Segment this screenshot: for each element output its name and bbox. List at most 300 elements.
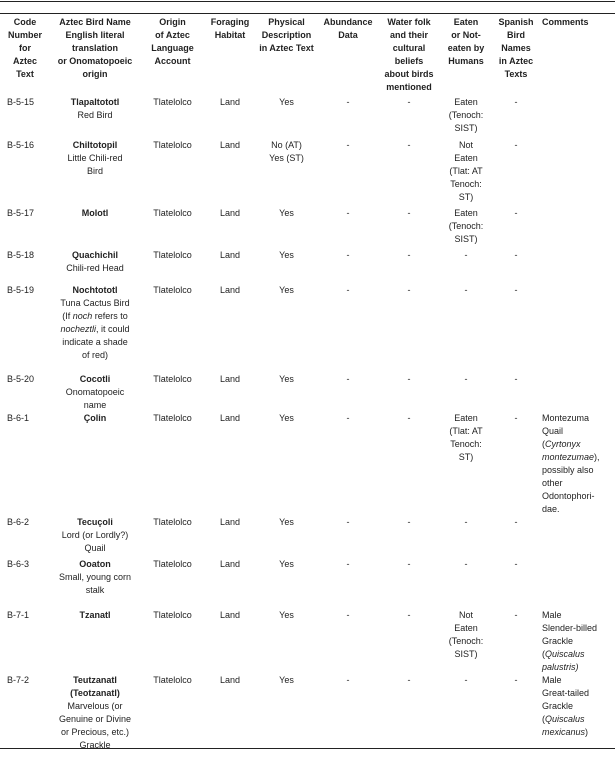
header-aztec-name [50, 16, 140, 96]
header-code [0, 16, 50, 96]
habitat-cell [205, 516, 255, 558]
cell-line: - [346, 374, 350, 384]
english-translation: indicate a shade [62, 337, 128, 347]
cell-line: - [464, 675, 468, 685]
physical-cell [255, 373, 318, 412]
cell-line: - [514, 97, 518, 107]
cell-line: - [407, 559, 411, 569]
header-line: cultural [392, 43, 426, 53]
header-line: Aztec [12, 56, 37, 66]
spanish-cell [492, 674, 540, 766]
physical-cell [255, 207, 318, 249]
cell-line: - [514, 285, 518, 295]
eaten-cell [440, 373, 492, 412]
physical-cell [255, 284, 318, 373]
english-translation: Quail [84, 543, 106, 553]
cell-line: Tlatelolco [153, 610, 192, 620]
cell-line: B-7-1 [7, 610, 30, 620]
eaten-cell [440, 516, 492, 558]
comments-cell [540, 609, 615, 674]
code-cell [0, 207, 50, 249]
aztec-bird-name: Ooaton [79, 559, 111, 569]
header-line: Water folk [387, 17, 431, 27]
eaten-cell [440, 558, 492, 609]
cell-line: Eaten [454, 97, 478, 107]
cell-line: B-5-18 [7, 250, 35, 260]
cell-line: - [346, 285, 350, 295]
cell-line: Great-tailed [542, 688, 590, 698]
physical-cell [255, 139, 318, 207]
physical-cell [255, 249, 318, 284]
header-line: translation [71, 43, 118, 53]
cell-line: - [514, 675, 518, 685]
italic-text: mexicanus [542, 727, 586, 737]
cell-line: - [407, 97, 411, 107]
physical-cell [255, 412, 318, 516]
cell-line: Yes [279, 610, 294, 620]
code-cell [0, 412, 50, 516]
origin-cell [140, 284, 205, 373]
water-folk-cell [378, 516, 440, 558]
origin-cell [140, 516, 205, 558]
aztec-bird-name: Quachichil [71, 250, 118, 260]
cell-line: - [514, 374, 518, 384]
cell-line: (Tenoch: [448, 636, 484, 646]
aztec-bird-name: Çolin [83, 413, 107, 423]
comments-cell [540, 516, 615, 558]
habitat-cell [205, 139, 255, 207]
header-line: in Aztec [498, 56, 534, 66]
cell-line: B-6-2 [7, 517, 30, 527]
eaten-cell [440, 674, 492, 766]
cell-line: Land [219, 374, 241, 384]
header-line: beliefs [394, 56, 424, 66]
cell-line: - [346, 250, 350, 260]
table-row [0, 96, 615, 139]
header-spanish-names [492, 16, 540, 96]
origin-cell [140, 674, 205, 766]
comments-cell [540, 207, 615, 249]
comments-cell [540, 558, 615, 609]
cell-line: Tlatelolco [153, 675, 192, 685]
cell-line: Quail [542, 426, 564, 436]
table-row [0, 373, 615, 412]
header-line: or Onomatopoeic [57, 56, 133, 66]
spanish-cell [492, 207, 540, 249]
header-eaten [440, 16, 492, 96]
cell-line: Yes [279, 675, 294, 685]
header-line: Aztec Bird Name [59, 17, 131, 27]
cell-line: mexicanus) [542, 727, 589, 737]
cell-line: - [464, 374, 468, 384]
cell-line: - [346, 610, 350, 620]
water-folk-cell [378, 249, 440, 284]
top-rule [0, 1, 615, 2]
origin-cell [140, 412, 205, 516]
cell-line: - [514, 517, 518, 527]
cell-line: Male [542, 610, 562, 620]
cell-line: SIST) [454, 123, 478, 133]
cell-line: - [346, 208, 350, 218]
cell-line: - [346, 140, 350, 150]
english-translation: Grackle [79, 740, 111, 750]
table-row [0, 558, 615, 609]
cell-line: Tlatelolco [153, 97, 192, 107]
water-folk-cell [378, 674, 440, 766]
abundance-cell [318, 284, 378, 373]
cell-line: - [407, 208, 411, 218]
cell-line: Land [219, 97, 241, 107]
eaten-cell [440, 412, 492, 516]
origin-cell [140, 96, 205, 139]
header-water-folk [378, 16, 440, 96]
header-line: Abundance [323, 17, 373, 27]
cell-line: Land [219, 285, 241, 295]
cell-line: Land [219, 140, 241, 150]
origin-cell [140, 373, 205, 412]
name-cell [50, 207, 140, 249]
cell-line: - [407, 374, 411, 384]
cell-line: Tlatelolco [153, 374, 192, 384]
comments-cell [540, 139, 615, 207]
cell-line: Yes [279, 413, 294, 423]
cell-line: ST) [458, 452, 474, 462]
header-line: Code [13, 17, 37, 27]
habitat-cell [205, 207, 255, 249]
comments-cell [540, 412, 615, 516]
cell-line: - [407, 140, 411, 150]
english-translation: Small, young corn [58, 572, 132, 582]
header-comments [540, 16, 615, 96]
aztec-bird-name: Chiltotopil [72, 140, 118, 150]
italic-text: Cyrtonyx [545, 439, 581, 449]
spanish-cell [492, 96, 540, 139]
cell-line: Tlatelolco [153, 413, 192, 423]
water-folk-cell [378, 609, 440, 674]
name-cell [50, 284, 140, 373]
table-row [0, 412, 615, 516]
name-cell [50, 249, 140, 284]
cell-line: No (AT) [271, 140, 302, 150]
cell-line: - [346, 413, 350, 423]
name-cell [50, 412, 140, 516]
bird-table [0, 16, 615, 766]
english-translation: nocheztli, it could [60, 324, 130, 334]
name-cell [50, 139, 140, 207]
table-row [0, 674, 615, 766]
cell-line: - [407, 285, 411, 295]
cell-line: B-6-3 [7, 559, 30, 569]
name-cell [50, 674, 140, 766]
cell-line: Yes [279, 374, 294, 384]
comments-cell [540, 96, 615, 139]
water-folk-cell [378, 412, 440, 516]
cell-line: Yes [279, 97, 294, 107]
spanish-cell [492, 249, 540, 284]
header-line: eaten by [447, 43, 485, 53]
cell-line: B-5-19 [7, 285, 35, 295]
cell-line: ST) [458, 192, 474, 202]
cell-line: B-5-20 [7, 374, 35, 384]
name-cell [50, 96, 140, 139]
table-row [0, 249, 615, 284]
habitat-cell [205, 96, 255, 139]
cell-line: Odontophori- [542, 491, 595, 501]
english-translation: Lord (or Lordly?) [61, 530, 129, 540]
header-line: Data [338, 30, 358, 40]
header-line: Eaten [453, 17, 479, 27]
cell-line: (Tlat: AT [449, 426, 483, 436]
table-row [0, 284, 615, 373]
header-row [0, 16, 615, 96]
water-folk-cell [378, 284, 440, 373]
cell-line [542, 661, 613, 674]
cell-line: Yes [279, 285, 294, 295]
aztec-bird-name: Molotl [81, 208, 109, 218]
code-cell [0, 516, 50, 558]
table-row [0, 139, 615, 207]
cell-line: Tlatelolco [153, 208, 192, 218]
comments-cell [540, 249, 615, 284]
cell-line: - [464, 285, 468, 295]
eaten-cell [440, 207, 492, 249]
eaten-cell [440, 139, 492, 207]
physical-cell [255, 674, 318, 766]
header-line: Number [7, 30, 42, 40]
cell-line: - [346, 517, 350, 527]
english-translation: Bird [86, 166, 103, 176]
cell-line: Land [219, 559, 241, 569]
header-line: Text [16, 69, 34, 79]
origin-cell [140, 609, 205, 674]
header-line: Account [154, 56, 191, 66]
code-cell [0, 284, 50, 373]
italic-text: nocheztli [60, 324, 96, 334]
cell-line: (Tlat: AT [449, 166, 483, 176]
eaten-cell [440, 249, 492, 284]
header-line: Habitat [214, 30, 246, 40]
water-folk-cell [378, 373, 440, 412]
habitat-cell [205, 674, 255, 766]
header-foraging-habitat [205, 16, 255, 96]
cell-line: Land [219, 610, 241, 620]
cell-line: other [542, 478, 563, 488]
cell-line: (Quiscalus [542, 714, 585, 724]
aztec-bird-name: Teutzanatl [73, 675, 117, 685]
habitat-cell [205, 249, 255, 284]
english-translation: stalk [85, 585, 105, 595]
cell-line: Land [219, 517, 241, 527]
aztec-bird-name: Tecuçoli [77, 517, 113, 527]
eaten-cell [440, 609, 492, 674]
cell-line: Tlatelolco [153, 285, 192, 295]
code-cell [0, 96, 50, 139]
code-cell [0, 373, 50, 412]
cell-line: (Tenoch: [448, 110, 484, 120]
spanish-cell [492, 516, 540, 558]
table-row [0, 516, 615, 558]
code-cell [0, 558, 50, 609]
cell-line: Not [458, 610, 473, 620]
cell-line: Yes [279, 208, 294, 218]
cell-line: Tlatelolco [153, 517, 192, 527]
header-line: Bird [507, 30, 525, 40]
cell-line: - [407, 610, 411, 620]
abundance-cell [318, 558, 378, 609]
name-cell [50, 558, 140, 609]
header-line: Physical [268, 17, 305, 27]
cell-line: Montezuma [542, 413, 590, 423]
origin-cell [140, 249, 205, 284]
habitat-cell [205, 558, 255, 609]
header-line: of Aztec [155, 30, 190, 40]
abundance-cell [318, 207, 378, 249]
physical-cell [255, 609, 318, 674]
water-folk-cell [378, 96, 440, 139]
header-rule [0, 13, 615, 14]
header-line: in Aztec Text [259, 43, 314, 53]
name-cell [50, 516, 140, 558]
header-line: for [19, 43, 31, 53]
habitat-cell [205, 412, 255, 516]
cell-line: montezumae), [542, 452, 600, 462]
code-cell [0, 139, 50, 207]
aztec-bird-name: Nochtototl [72, 285, 118, 295]
cell-line: Yes [279, 250, 294, 260]
aztec-bird-name: (Teotzanatl) [70, 688, 120, 698]
english-translation: of red) [81, 350, 108, 360]
table-row [0, 609, 615, 674]
spanish-cell [492, 284, 540, 373]
abundance-cell [318, 516, 378, 558]
cell-line: - [407, 413, 411, 423]
cell-line: - [464, 517, 468, 527]
header-origin [140, 16, 205, 96]
italic-text: Quiscalus [545, 649, 585, 659]
abundance-cell [318, 373, 378, 412]
english-translation: (If noch refers to [62, 311, 128, 321]
abundance-cell [318, 609, 378, 674]
comments-cell [540, 674, 615, 766]
cell-line: B-5-17 [7, 208, 35, 218]
italic-text: palustris) [542, 662, 579, 672]
origin-cell [140, 207, 205, 249]
header-line: and their [389, 30, 428, 40]
cell-line: Land [219, 250, 241, 260]
water-folk-cell [378, 558, 440, 609]
aztec-bird-name: Tzanatl [79, 610, 111, 620]
code-cell [0, 249, 50, 284]
english-translation: Genuine or Divine [58, 714, 132, 724]
cell-line: - [514, 250, 518, 260]
english-translation: Red Bird [77, 110, 113, 120]
abundance-cell [318, 412, 378, 516]
cell-line: - [514, 559, 518, 569]
header-line: Foraging [210, 17, 250, 27]
italic-text: noch [72, 311, 93, 321]
cell-line: Eaten [454, 413, 478, 423]
cell-line: Tenoch: [450, 179, 482, 189]
code-cell [0, 674, 50, 766]
spanish-cell [492, 609, 540, 674]
header-line: Origin [159, 17, 186, 27]
header-line: English literal [65, 30, 125, 40]
cell-line: Tlatelolco [153, 559, 192, 569]
eaten-cell [440, 284, 492, 373]
origin-cell [140, 139, 205, 207]
comments-cell [540, 373, 615, 412]
cell-line: Eaten [454, 623, 478, 633]
english-translation: Chili-red Head [66, 263, 124, 273]
header-line: Humans [448, 56, 484, 66]
header-line: origin [82, 69, 108, 79]
water-folk-cell [378, 139, 440, 207]
aztec-bird-name: Tlapaltototl [70, 97, 120, 107]
cell-line: Tenoch: [450, 439, 482, 449]
cell-line: - [346, 675, 350, 685]
spanish-cell [492, 373, 540, 412]
cell-line: - [346, 559, 350, 569]
name-cell [50, 373, 140, 412]
abundance-cell [318, 139, 378, 207]
cell-line: Grackle [542, 636, 574, 646]
abundance-cell [318, 249, 378, 284]
header-line: Comments [542, 17, 589, 27]
physical-cell [255, 558, 318, 609]
physical-cell [255, 96, 318, 139]
header-line: Description [261, 30, 312, 40]
cell-line: SIST) [454, 234, 478, 244]
cell-line: - [514, 208, 518, 218]
cell-line: Tlatelolco [153, 140, 192, 150]
header-line: about birds [384, 69, 434, 79]
header-abundance [318, 16, 378, 96]
cell-line: Male [542, 675, 562, 685]
header-line: or Not- [451, 30, 481, 40]
cell-line: Land [219, 413, 241, 423]
cell-line: - [464, 559, 468, 569]
cell-line: (Quiscalus [542, 649, 585, 659]
cell-line: Yes [279, 559, 294, 569]
cell-line: - [464, 250, 468, 260]
cell-line: Eaten [454, 208, 478, 218]
english-translation: Marvelous (or [67, 701, 123, 711]
abundance-cell [318, 674, 378, 766]
name-cell [50, 609, 140, 674]
header-line: Texts [504, 69, 528, 79]
english-translation: or Precious, etc.) [60, 727, 130, 737]
code-cell [0, 609, 50, 674]
cell-line: - [346, 97, 350, 107]
cell-line: - [407, 517, 411, 527]
cell-line: - [514, 413, 518, 423]
header-line: Names [501, 43, 531, 53]
cell-line: possibly also [542, 465, 594, 475]
cell-line: Eaten [454, 153, 478, 163]
cell-line: SIST) [454, 649, 478, 659]
cell-line: Not [458, 140, 473, 150]
english-translation: Tuna Cactus Bird [60, 298, 130, 308]
eaten-cell [440, 96, 492, 139]
table-row [0, 207, 615, 249]
abundance-cell [318, 96, 378, 139]
physical-cell [255, 516, 318, 558]
cell-line: Tlatelolco [153, 250, 192, 260]
cell-line: Land [219, 208, 241, 218]
english-translation: name [83, 400, 107, 410]
cell-line: B-5-16 [7, 140, 35, 150]
english-translation: Onomatopoeic [65, 387, 125, 397]
